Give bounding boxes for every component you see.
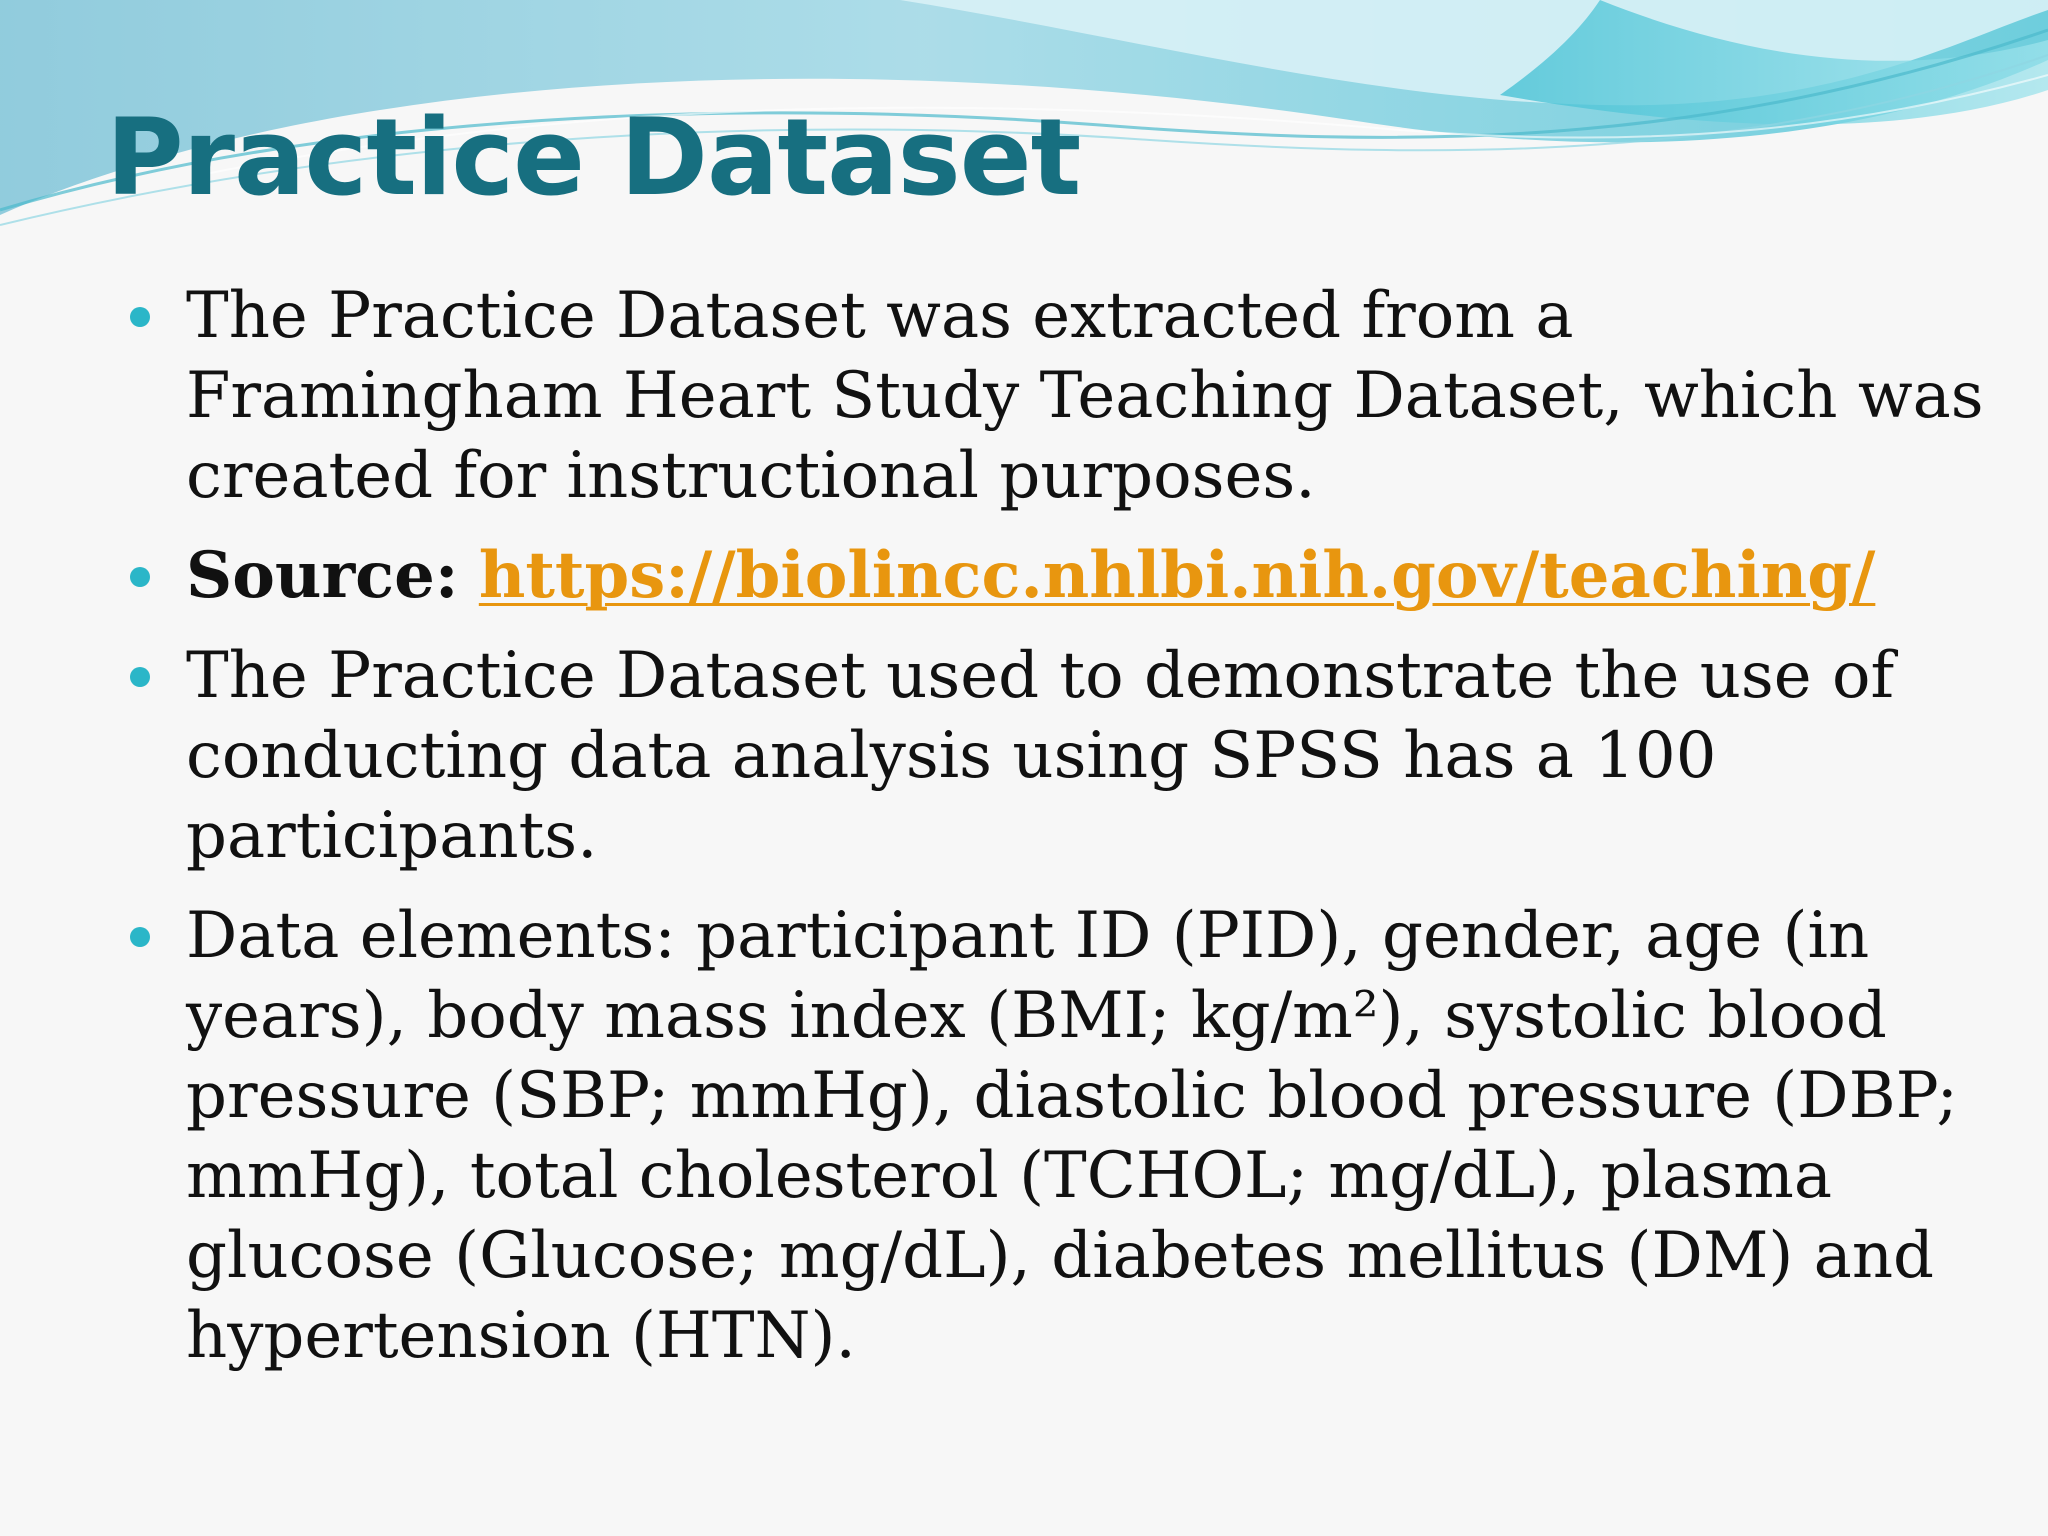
slide-title: Practice Dataset xyxy=(106,96,1081,219)
bullet-text: Data elements: participant ID (PID), gender, age (in years), body mass index (BMI; kg/m²), systolic blood pressure (SBP; mmHg), diastolic blood pressure (DBP; mmHg), total cholesterol (TCHOL; mg/dL), plasma glucose (Glucose; mg/dL), diabetes mellitus (DM) and hypertension (HTN). xyxy=(186,899,1958,1373)
bullet-item-participants xyxy=(128,636,2008,876)
bullet-dot-icon xyxy=(130,667,150,687)
bullet-list xyxy=(128,276,2008,1396)
bullet-item-source xyxy=(128,536,2008,616)
bullet-text: The Practice Dataset was extracted from a Framingham Heart Study Teaching Dataset, which was created for instructional purposes. xyxy=(186,279,1984,513)
source-link[interactable]: https://biolincc.nhlbi.nih.gov/teaching/ xyxy=(478,538,1876,613)
bullet-dot-icon xyxy=(130,307,150,327)
bullet-text: The Practice Dataset used to demonstrate the use of conducting data analysis using SPSS has a 100 participants. xyxy=(186,639,1895,873)
bullet-item-data-elements xyxy=(128,896,2008,1376)
bullet-dot-icon xyxy=(130,927,150,947)
source-label: Source: xyxy=(186,538,459,613)
bullet-dot-icon xyxy=(130,567,150,587)
bullet-item-dataset-origin xyxy=(128,276,2008,516)
